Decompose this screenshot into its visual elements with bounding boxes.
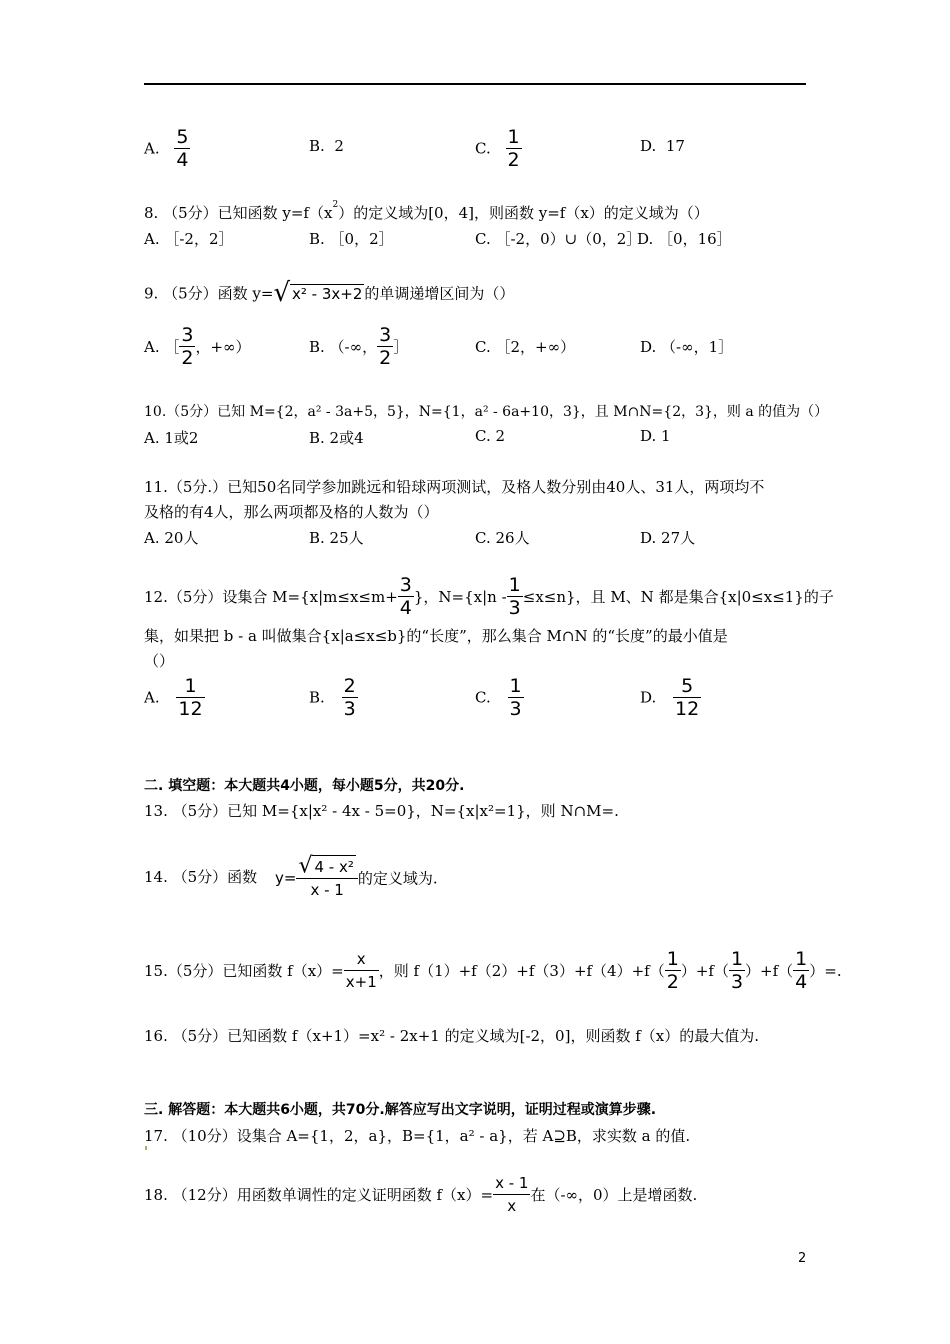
fraction: $\frac{1}{2}$ [507, 126, 520, 171]
q8-option-b: B. ［0，2］ [309, 230, 394, 248]
fraction: $\frac{1}{2}$ [666, 948, 679, 993]
q12-option-d: D. $\frac{5}{12}$ [640, 675, 700, 720]
q17-stem: 17. （10分）设集合 A={1，2，a}，B={1，a² - a}，若 A⊇B，求实数 a 的值. [144, 1127, 691, 1145]
q11-option-a: A. 20人 [144, 529, 199, 547]
q13-stem: 13. （5分）已知 M={x|x² - 4x - 5=0}，N={x|x²=1}，则 N∩M=. [144, 802, 619, 820]
q8-option-d: D. ［0，16］ [637, 230, 732, 248]
q11-option-d: D. 27人 [640, 529, 696, 547]
q10-stem: 10.（5分）已知 M={2，a² - 3a+5，5}，N={1，a² - 6a+10，3}，且 M∩N={2，3}，则 a 的值为（） [144, 404, 829, 420]
q7-option-b: B. 2 [309, 137, 344, 155]
q10-option-b: B. 2或4 [309, 429, 364, 447]
section-heading-answer: 三. 解答题：本大题共6小题，共70分.解答应写出文字说明，证明过程或演算步骤. [144, 1102, 657, 1118]
q12-stem-line3: （） [144, 652, 175, 670]
q7-option-a: A. $\frac{5}{4}$ [144, 126, 189, 171]
q8-stem: 8. （5分）已知函数 $y=f(x^2)$的定义域为[0，4]，则函数 y=f（x）的定义域为（） [144, 200, 709, 222]
fraction: $\frac{3}{2}$ [181, 324, 194, 369]
sqrt-expression: √ x² - 3x+2 [273, 278, 363, 308]
q9-stem: 9. （5分）函数 y=√ x² - 3x+2 的单调递增区间为（） [144, 278, 515, 308]
q11-stem-line1: 11.（5分.）已知50名同学参加跳远和铅球两项测试，及格人数分别由40人、31人，两项均不 [144, 478, 765, 496]
q11-stem-line2: 及格的有4人，那么两项都及格的人数为（） [144, 503, 439, 521]
q7-option-c: C. $\frac{1}{2}$ [475, 126, 520, 171]
q15-stem: 15.（5分）已知函数 f（x）= $\frac{x}{x+1}$ ，则 f（1）+f（2）+f（3）+f（4）+f（ $\frac{1}{2}$ ）+f（ $\frac{1}{3}$ ）+f（ $\frac{1}{4}$ ）=. [144, 948, 842, 993]
fraction: $\frac{5}{12}$ [675, 675, 700, 720]
q9-option-b: B. （-∞， $\frac{3}{2}$ ］ [309, 324, 409, 369]
sqrt-expression: √ 4 - x² [298, 853, 354, 879]
header-rule [144, 83, 806, 85]
fraction: $\frac{x - 1}{x}$ [495, 1174, 529, 1215]
q10-option-c: C. 2 [475, 427, 506, 445]
fraction: $\frac{2}{3}$ [343, 675, 356, 720]
fraction: $\frac{\text{√ 4 - x²}}{x - 1}$ [296, 855, 357, 901]
page-number: 2 [798, 1251, 807, 1266]
q12-option-b: B. $\frac{2}{3}$ [309, 675, 356, 720]
fraction: $\frac{1}{3}$ [509, 675, 522, 720]
q8-option-c: C. ［-2，0）∪（0，2］ [475, 230, 642, 248]
q7-option-d: D. 17 [640, 137, 685, 155]
fraction: $\frac{1}{3}$ [508, 574, 521, 619]
q16-stem: 16. （5分）已知函数 f（x+1）=x² - 2x+1 的定义域为[-2，0]，则函数 f（x）的最大值为. [144, 1027, 759, 1045]
fraction: $\frac{5}{4}$ [176, 126, 189, 171]
q10-option-d: D. 1 [640, 427, 671, 445]
fraction: $\frac{1}{4}$ [795, 948, 808, 993]
q12-stem-line2: 集，如果把 b - a 叫做集合{x|a≤x≤b}的“长度”，那么集合 M∩N 的“长度”的最小值是 [144, 627, 728, 645]
fraction: $\frac{3}{4}$ [399, 574, 412, 619]
fraction: $\frac{3}{2}$ [379, 324, 392, 369]
fraction: $\frac{x}{x+1}$ [345, 950, 377, 991]
q14-formula: y= $\frac{\text{√ 4 - x²}}{x - 1}$ 的定义域为. [275, 853, 438, 899]
q14-stem-pre: 14. （5分）函数 [144, 868, 258, 886]
q12-option-c: C. $\frac{1}{3}$ [475, 675, 522, 720]
q12-stem-line1: 12.（5分）设集合 M={x|m≤x≤m+ $\frac{3}{4}$ }，N={x|n - $\frac{1}{3}$ ≤x≤n}，且 M、N 都是集合{x|0≤x≤1}的子 [144, 574, 834, 619]
q18-stem: 18. （12分）用函数单调性的定义证明函数 f（x）= $\frac{x - 1}{x}$ 在（-∞，0）上是增函数. [144, 1174, 698, 1215]
q9-option-c: C. ［2，+∞） [475, 338, 576, 356]
q11-option-c: C. 26人 [475, 529, 530, 547]
q9-option-a: A. ［ $\frac{3}{2}$ ，+∞） [144, 324, 251, 369]
fraction: $\frac{1}{12}$ [178, 675, 203, 720]
q9-option-d: D. （-∞，1］ [640, 338, 734, 356]
q10-option-a: A. 1或2 [144, 429, 199, 447]
fraction: $\frac{1}{3}$ [730, 948, 744, 993]
q11-option-b: B. 25人 [309, 529, 364, 547]
q8-option-a: A. ［-2，2］ [144, 230, 234, 248]
green-mark [145, 1146, 147, 1150]
q12-option-a: A. $\frac{1}{12}$ [144, 675, 203, 720]
section-heading-fill-in: 二. 填空题：本大题共4小题，每小题5分，共20分. [144, 778, 465, 794]
